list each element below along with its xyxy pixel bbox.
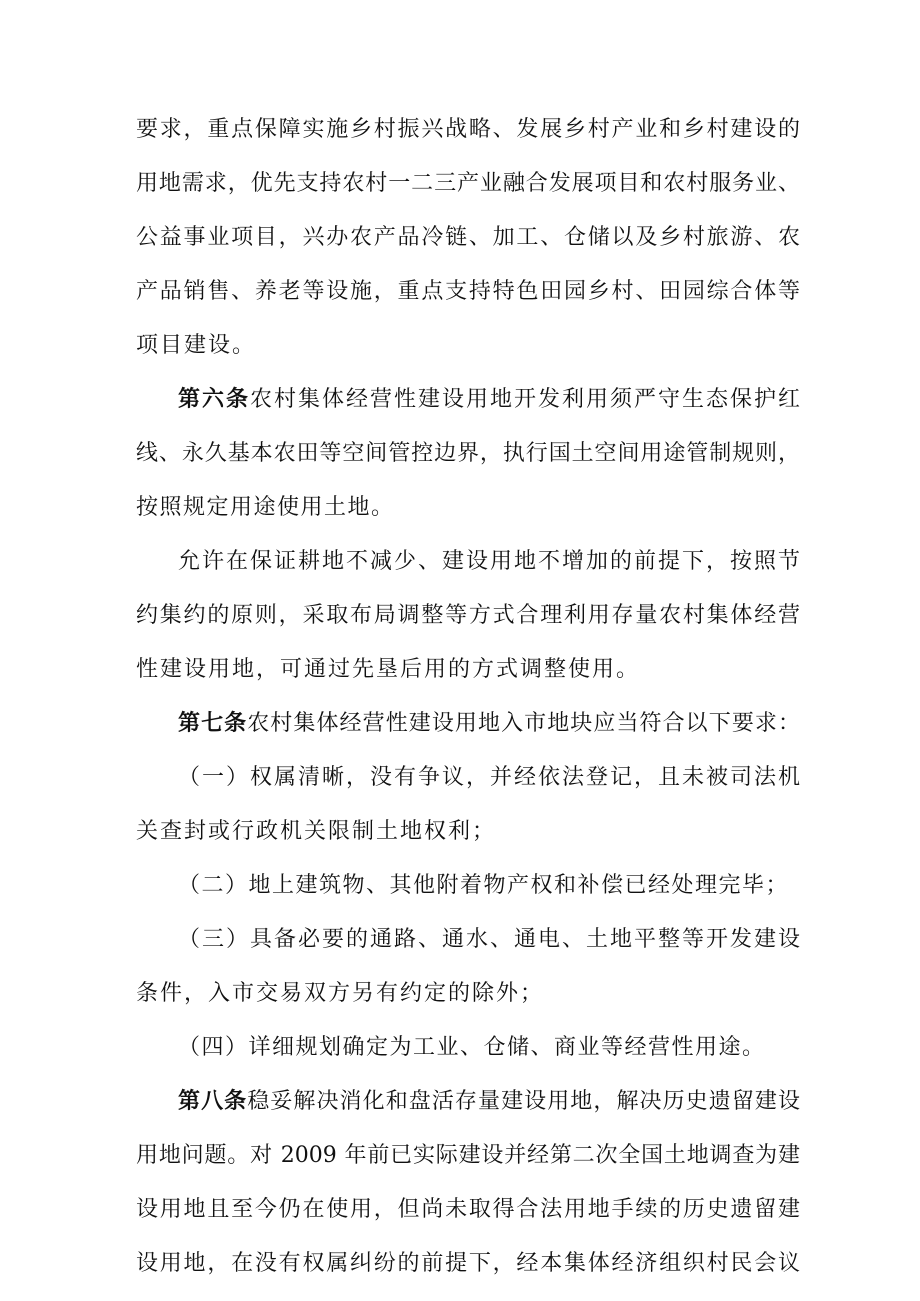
- text-line: （二）地上建筑物、其他附着物产权和补偿已经处理完毕；: [178, 873, 790, 898]
- article-text: 农村集体经营性建设用地开发利用须严守生态保护红: [250, 387, 800, 412]
- text-line: （四）详细规划确定为工业、仓储、商业等经营性用途。: [178, 1035, 766, 1060]
- text-line: 线、永久基本农田等空间管控边界，执行国土空间用途管制规则，: [136, 441, 800, 466]
- text-line: 条件，入市交易双方另有约定的除外；: [136, 981, 545, 1006]
- article-6-first-line: [178, 380, 800, 420]
- article-label-7: 第七条: [178, 711, 248, 736]
- article-8-first-line: [178, 1082, 800, 1122]
- text-line: 关查封或行政机关限制土地权利；: [136, 819, 497, 844]
- text-line: （一）权属清晰，没有争议，并经依法登记，且未被司法机: [178, 765, 800, 790]
- text-line: 用地问题。对 2009 年前已实际建设并经第二次全国土地调查为建: [136, 1143, 800, 1168]
- text-line: 设用地，在没有权属纠纷的前提下，经本集体经济组织村民会议: [136, 1251, 800, 1276]
- text-line: 性建设用地，可通过先垦后用的方式调整使用。: [136, 657, 641, 682]
- text-line: 允许在保证耕地不减少、建设用地不增加的前提下，按照节: [178, 549, 800, 574]
- article-7-first-line: [178, 704, 800, 744]
- text-line: 按照规定用途使用土地。: [136, 495, 395, 520]
- article-label-8: 第八条: [178, 1089, 248, 1114]
- article-label-6: 第六条: [178, 387, 250, 412]
- article-text: 稳妥解决消化和盘活存量建设用地，解决历史遗留建设: [247, 1089, 800, 1114]
- text-line: 要求，重点保障实施乡村振兴战略、发展乡村产业和乡村建设的: [136, 117, 800, 142]
- text-line: 约集约的原则，采取布局调整等方式合理利用存量农村集体经营: [136, 603, 800, 628]
- text-line: 项目建设。: [136, 333, 257, 358]
- text-line: 设用地且至今仍在使用，但尚未取得合法用地手续的历史遗留建: [136, 1197, 800, 1222]
- article-text: 农村集体经营性建设用地入市地块应当符合以下要求：: [247, 711, 800, 736]
- text-line: 用地需求，优先支持农村一二三产业融合发展项目和农村服务业、: [136, 171, 800, 196]
- text-line: 产品销售、养老等设施，重点支持特色田园乡村、田园综合体等: [136, 279, 800, 304]
- text-line: （三）具备必要的通路、通水、通电、土地平整等开发建设: [178, 927, 800, 952]
- text-line: 公益事业项目，兴办农产品冷链、加工、仓储以及乡村旅游、农: [136, 225, 800, 250]
